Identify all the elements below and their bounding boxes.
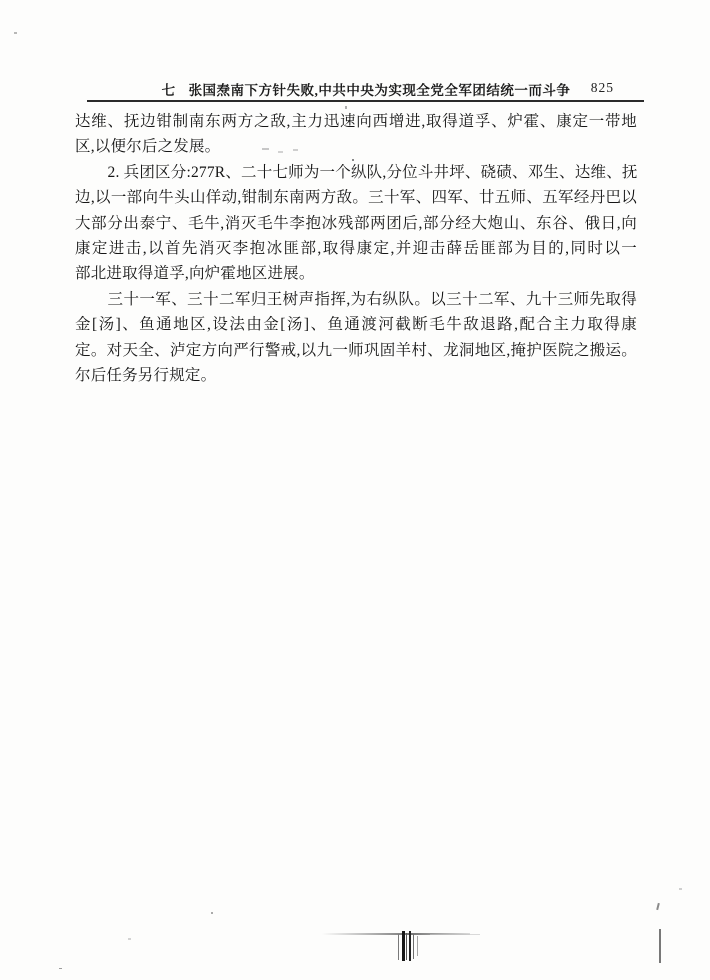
- text-line: 三十一军、三十二军归王树声指挥,为右纵队。以三十二军、九十三师先取得: [107, 290, 637, 308]
- text-line: 康定进击,以首先消灭李抱冰匪部,取得康定,并迎击薛岳匪部为目的,同时以一: [75, 240, 637, 258]
- text-line: 金[汤]、鱼通地区,设法由金[汤]、鱼通渡河截断毛牛敌退路,配合主力取得康: [75, 316, 637, 334]
- scan-smudge-vline: [413, 934, 414, 959]
- text-line: 2. 兵团区分:277R、二十七师为一个纵队,分位斗井坪、硗碛、邓生、达维、抚: [107, 163, 638, 181]
- scan-speck: [656, 903, 660, 910]
- scan-smudge-hline: [430, 934, 480, 935]
- body-text: [75, 109, 637, 388]
- scan-smudge-vline: [398, 934, 399, 960]
- scan-speck: [128, 938, 131, 940]
- scan-smudge-vline: [402, 931, 405, 961]
- scan-smudge-hline: [322, 933, 470, 935]
- text-line: 达维、抚边钳制南东两方之敌,主力迅速向西增进,取得道孚、炉霍、康定一带地: [75, 113, 637, 130]
- text-line: 部北进取得道孚,向炉霍地区进展。: [75, 265, 315, 283]
- chapter-number: 七: [161, 83, 176, 98]
- running-head: [88, 79, 644, 99]
- chapter-title: 张国焘南下方针失败,中共中央为实现全党全军团结统一而斗争: [188, 83, 571, 98]
- scan-smudge-vline: [409, 931, 411, 961]
- scan-smudge-vline: [406, 933, 407, 960]
- scan-speck: [211, 912, 213, 914]
- scan-speck: [679, 888, 682, 890]
- page-header: [88, 79, 644, 99]
- scan-edge-line: [659, 929, 661, 963]
- text-line: 区,以便尔后之发展。: [75, 138, 221, 156]
- text-line: 边,以一部向牛头山佯动,钳制东南两方敌。三十军、四军、廿五师、五军经丹巴以: [75, 189, 637, 207]
- text-line: 定。对天全、泸定方向严行警戒,以九一师巩固羊村、龙洞地区,掩护医院之搬运。: [75, 341, 637, 359]
- scan-smudge-vline: [417, 936, 418, 956]
- scan-speck: [59, 968, 62, 969]
- header-divider-rule: [87, 100, 644, 102]
- page-number: 825: [590, 80, 614, 95]
- text-line: 尔后任务另行规定。: [75, 367, 217, 385]
- text-line: 大部分出泰宁、毛牛,消灭毛牛李抱冰残部两团后,部分经大炮山、东谷、俄日,向: [75, 214, 637, 232]
- scan-speck: [14, 32, 17, 34]
